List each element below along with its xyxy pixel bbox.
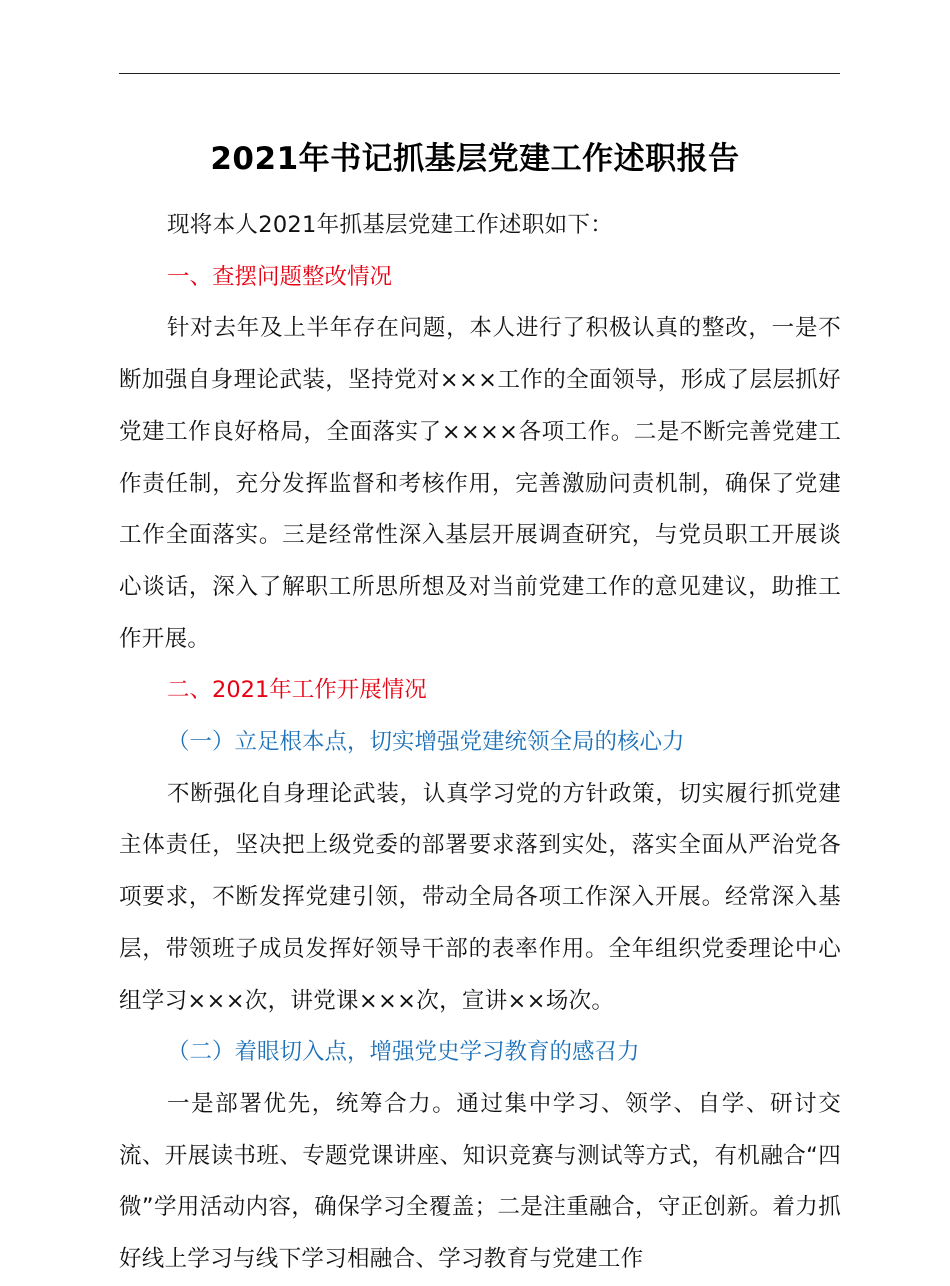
intro-paragraph: 现将本人2021年抓基层党建工作述职如下： <box>167 212 614 238</box>
document-body <box>119 200 841 1286</box>
subsection-2-heading: （二）着眼切入点，增强党史学习教育的感召力 <box>167 1039 640 1066</box>
section-1-paragraph: 针对去年及上半年存在问题，本人进行了积极认真的整改，一是不断加强自身理论武装，坚持党对×××工作的全面领导，形成了层层抓好党建工作良好格局，全面落实了××××各项工作。二是不断完善党建工作责任制，充分发挥监督和考核作用，完善激励问责机制，确保了党建工作全面落实。三是经常性深入基层开展调查研究，与党员职工开展谈心谈话，深入了解职工所思所想及对当前党建工作的意见建议，助推工作开展。 <box>119 315 841 652</box>
subsection-2-paragraph: 一是部署优先，统筹合力。通过集中学习、领学、自学、研讨交流、开展读书班、专题党课讲座、知识竞赛与测试等方式，有机融合“四微”学用活动内容，确保学习全覆盖；二是注重融合，守正创新。着力抓好线上学习与线下学习相融合、学习教育与党建工作 <box>119 1090 841 1273</box>
document-title: 2021年书记抓基层党建工作述职报告 <box>210 141 740 177</box>
section-2-heading: 二、2021年工作开展情况 <box>167 677 427 704</box>
header-rule <box>119 73 840 74</box>
subsection-1-paragraph: 不断强化自身理论武装，认真学习党的方针政策，切实履行抓党建主体责任，坚决把上级党委的部署要求落到实处，落实全面从严治党各项要求，不断发挥党建引领，带动全局各项工作深入开展。经常深入基层，带领班子成员发挥好领导干部的表率作用。全年组织党委理论中心组学习×××次，讲党课×××次，宣讲××场次。 <box>119 780 841 1014</box>
subsection-1-heading: （一）立足根本点，切实增强党建统领全局的核心力 <box>167 729 685 756</box>
section-1-heading: 一、查摆问题整改情况 <box>167 263 393 290</box>
